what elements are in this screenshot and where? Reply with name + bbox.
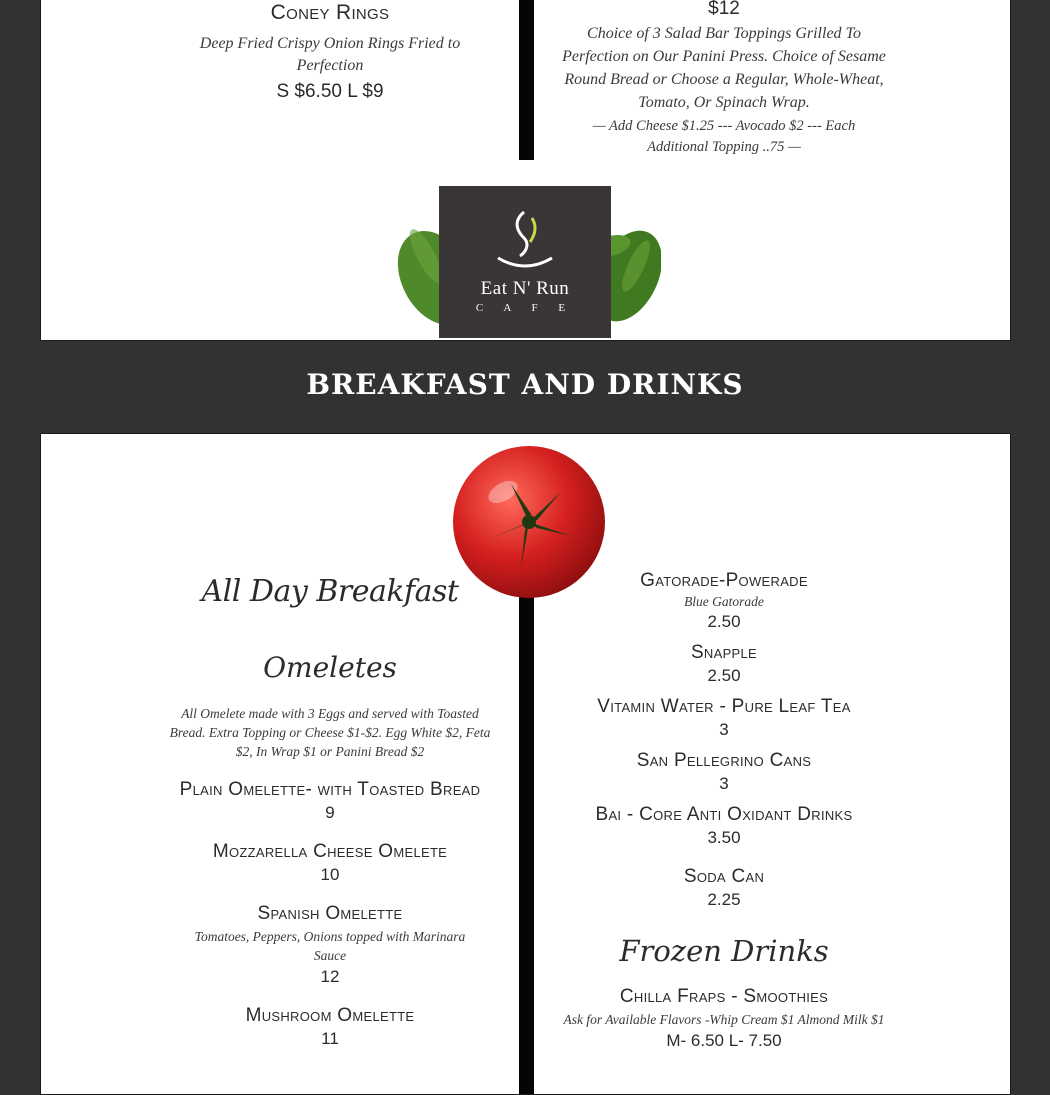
item-price: 2.25: [707, 890, 741, 909]
menu-item: [161, 903, 499, 987]
logo-sub: C A F E: [475, 302, 575, 314]
drinks-column: [561, 570, 887, 1051]
item-name: Bai - Core Anti Oxidant Drinks: [595, 804, 853, 825]
menu-item: [561, 696, 887, 740]
item-desc: Deep Fried Crispy Onion Rings Fried to Perfection: [199, 35, 461, 74]
menu-item: [561, 750, 887, 794]
logo-name: Eat N' Run: [480, 278, 570, 299]
item-name: Gatorade-Powerade: [640, 570, 808, 591]
menu-item: [561, 866, 887, 910]
item-name: Snapple: [690, 642, 758, 663]
item-price: 3: [719, 720, 729, 739]
omeletes-heading: Omeletes: [263, 651, 397, 684]
item-price: 2.50: [707, 612, 741, 631]
menu-item: [561, 570, 887, 632]
menu-item: [161, 1005, 499, 1049]
item-name: Coney Rings: [270, 1, 390, 24]
menu-item-panini: [561, 0, 887, 158]
item-name: San Pellegrino Cans: [636, 750, 812, 771]
menu-panel-breakfast-drinks: [40, 433, 1011, 1095]
section-title: BREAKFAST AND DRINKS: [306, 368, 744, 401]
steam-cup-icon: [490, 204, 560, 276]
menu-item: [561, 804, 887, 848]
frozen-drinks-heading: Frozen Drinks: [619, 934, 829, 968]
cafe-logo: [396, 186, 661, 338]
item-price: 3.50: [707, 828, 741, 847]
logo-badge: [439, 186, 611, 338]
item-price: 9: [325, 803, 335, 822]
menu-item: [561, 986, 887, 1051]
menu-item: [161, 779, 499, 823]
item-price: 10: [320, 865, 340, 884]
item-name: Soda Can: [683, 866, 765, 887]
column-divider: [519, 0, 534, 160]
column-divider: [519, 584, 534, 1095]
item-desc: Tomatoes, Peppers, Onions topped with Marinara Sauce: [194, 929, 466, 963]
item-price: $12: [708, 0, 740, 19]
menu-item: [561, 642, 887, 686]
item-name: Spanish Omelette: [257, 903, 403, 924]
item-desc: Ask for Available Flavors -Whip Cream $1 Almond Milk $1: [563, 1012, 885, 1027]
omelete-note: All Omelete made with 3 Eggs and served with Toasted Bread. Extra Topping or Cheese $1-$2. Egg White $2, Feta $2, In Wrap $1 or Panini Bread $2: [169, 706, 491, 759]
breakfast-column: [161, 574, 499, 1049]
item-price: 2.50: [707, 666, 741, 685]
item-price: S $6.50 L $9: [276, 81, 384, 102]
item-price: 11: [321, 1029, 339, 1048]
item-name: Plain Omelette- with Toasted Bread: [179, 779, 481, 800]
item-name: Vitamin Water - Pure Leaf Tea: [597, 696, 851, 717]
item-name: Mozzarella Cheese Omelete: [212, 841, 448, 862]
menu-panel-top: [40, 0, 1011, 341]
item-desc: Choice of 3 Salad Bar Toppings Grilled To Perfection on Our Panini Press. Choice of Sesame Round Bread or Choose a Regular, Whole-Wheat, Tomato, Or Spinach Wrap.: [562, 25, 886, 111]
item-price: M- 6.50 L- 7.50: [666, 1031, 782, 1050]
item-price: 12: [320, 967, 340, 986]
item-addons: — Add Cheese $1.25 --- Avocado $2 --- Each Additional Topping ..75 —: [592, 118, 856, 155]
item-name: Chilla Fraps - Smoothies: [619, 986, 829, 1007]
item-price: 3: [719, 774, 729, 793]
item-name: Mushroom Omelette: [245, 1005, 415, 1026]
menu-item-coney-rings: [161, 0, 499, 103]
item-desc: Blue Gatorade: [684, 594, 764, 609]
menu-item: [161, 841, 499, 885]
breakfast-heading: All Day Breakfast: [201, 574, 459, 609]
